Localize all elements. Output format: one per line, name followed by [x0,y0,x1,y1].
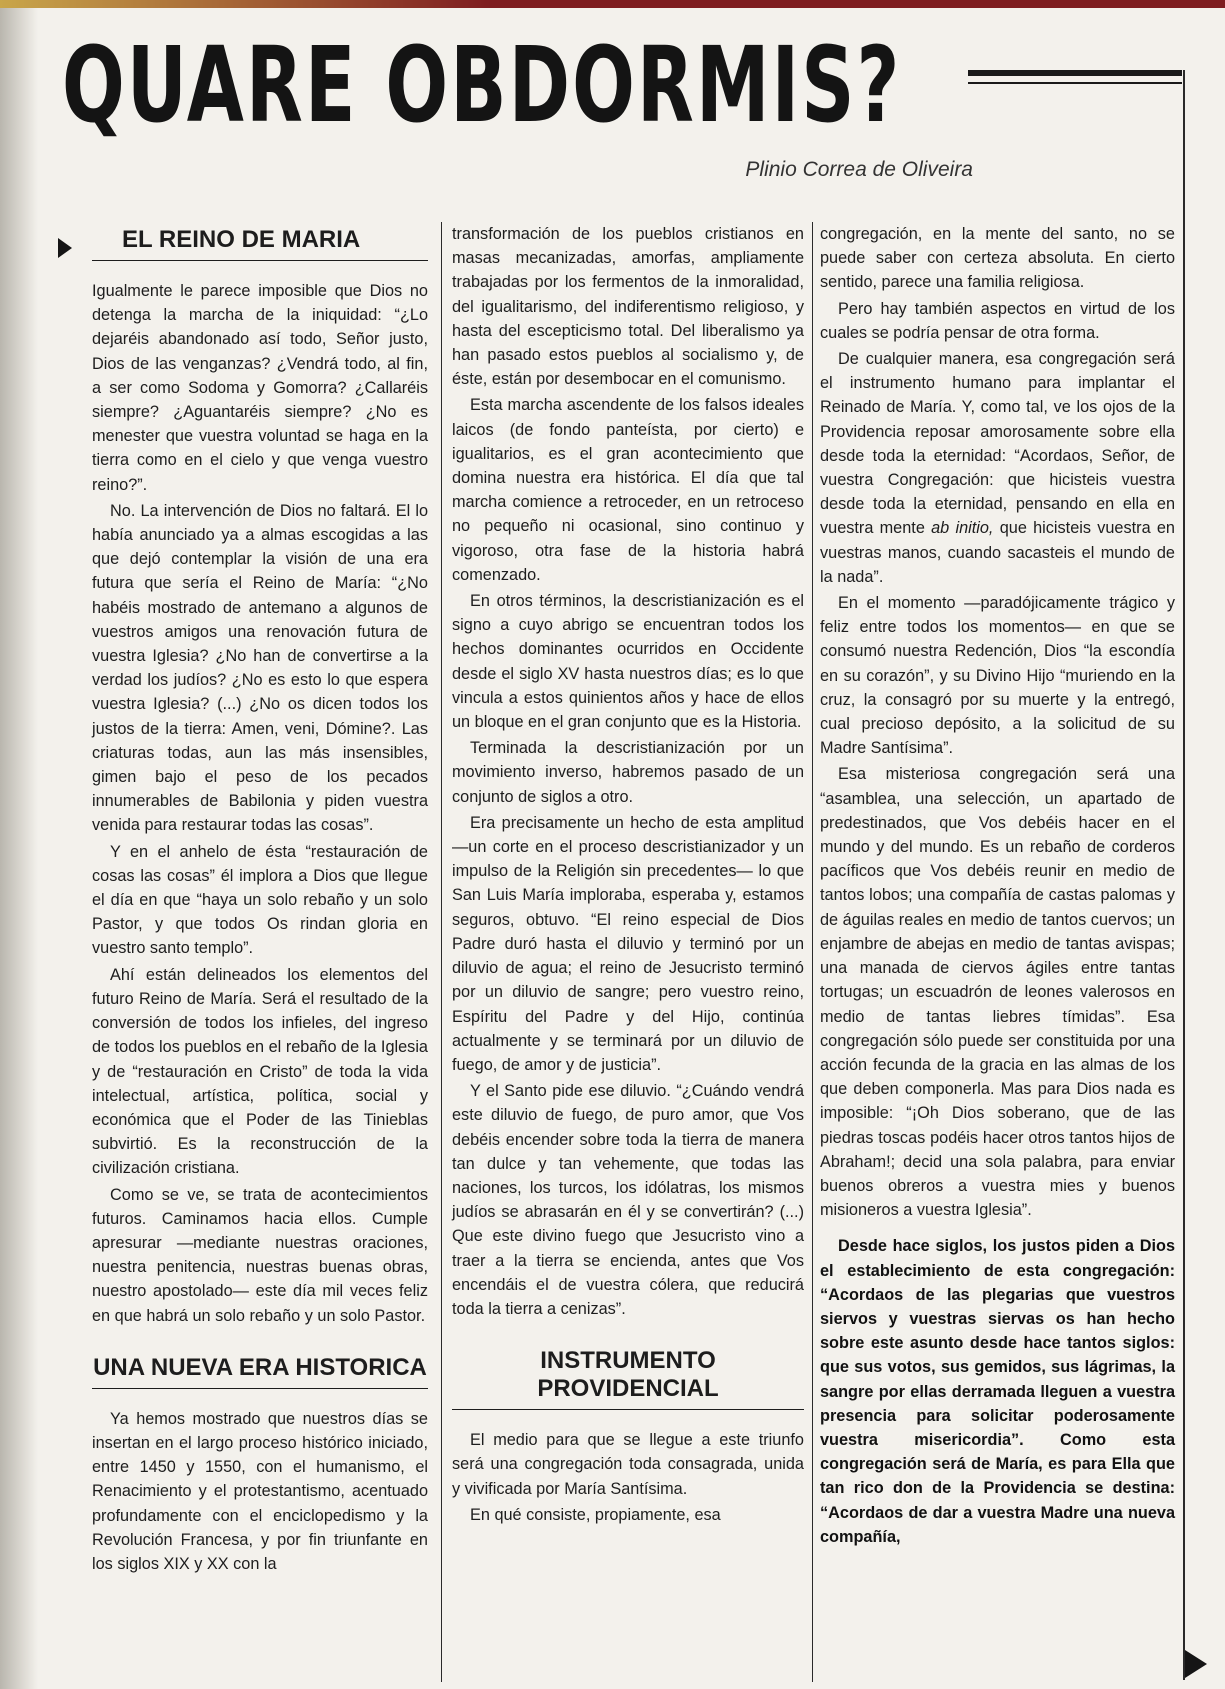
paragraph: congregación, en la mente del santo, no se puede saber con certeza absoluta. En cierto sentido, parece una familia religiosa. [820,225,1175,292]
paragraph: Igualmente le parece imposible que Dios no detenga la marcha de la iniquidad: “¿Lo dejaréis abandonado así todo, Señor justo, Dios de las venganzas? ¿Vendrá todo, al fin, a ser como Sodoma y Gomorra? ¿Callaréis siempre? ¿Aguantaréis siempre? ¿No es menester que vuestra voluntad se haga en la tierra como en el cielo y que venga vuestro reino?”. [92,282,428,494]
top-color-bar [0,0,1225,8]
paragraph: En otros términos, la descristianización es el signo a cuyo abrigo se encuentran todos los hechos dominantes ocurridos en Occidente desde el siglo XV hasta nuestros días; es lo que vincula a estos quinientos años y hace de ellos un bloque en el gran conjunto que es la Historia. [452,592,804,732]
author-byline: Plinio Correa de Oliveira [745,158,973,181]
paragraph: Esta marcha ascendente de los falsos ideales laicos (de fondo panteísta, por cierto) e igualitarios, es el gran acontecimiento que domina nuestra era histórica. El día que tal marcha comience a retroceder, en un retroceso no pequeño ni ocasional, sino continuo y vigoroso, otra fase de la historia habrá comenzado. [452,396,804,584]
column-divider [812,222,813,1682]
paragraph: Y en el anhelo de ésta “restauración de cosas las cosas” él implora a Dios que llegue el día en que “haya un solo rebaño y un solo Pastor, y que todos Os rindan gloria en vuestro santo templo”. [92,842,428,958]
paragraph-bold: Desde hace siglos, los justos piden a Dios el establecimiento de esta congregación: “Acordaos de las plegarias que vuestros siervos y vuestras siervas os han hecho sobre este asunto desde hace tantos siglos: que sus votos, sus gemidos, sus lágrimas, la sangre por ellas derramada lleguen a vuestra presencia para solicitar poderosamente vuestra misericordia”. Como esta congregación será de María, es para Ella que tan rico don de la Providencia se destina: “Acordaos de dar a vuestra Madre una nueva compañía, [820,1237,1175,1546]
right-border-line [1183,70,1185,1680]
title-rule-thin [968,82,1182,84]
section-heading-nueva-era: UNA NUEVA ERA HISTORICA [92,1354,428,1389]
title-rule [968,70,1182,76]
section-heading-reino: EL REINO DE MARIA [92,226,428,261]
page-binding-shadow [0,0,38,1689]
column-3 [820,222,1175,1681]
paragraph: Ya hemos mostrado que nuestros días se insertan en el largo proceso histórico iniciado, entre 1450 y 1550, con el humanismo, el Renacimiento y el protestantismo, acentuado profundamente con el enciclopedismo y la Revolución Francesa, y por fin triunfante en los siglos XIX y XX con la [92,1409,428,1573]
article-title: QUARE OBDORMIS? [62,24,902,146]
paragraph: No. La intervención de Dios no faltará. El lo había anunciado ya a almas escogidas a las que dejó contemplar la visión de una era futura que sería el Reino de María: “¿No habéis mostrado de antemano a algunos de vuestros amigos una renovación futura de vuestra Iglesia? ¿No han de convertirse a la verdad los judíos? ¿No es esto lo que espera vuestra Iglesia? (...) ¿No os dicen todos los justos de la tierra: Amen, veni, Dómine?. Las criaturas todas, aun las más insensibles, gimen bajo el peso de los pecados innumerables de Babilonia y piden vuestra venida para restaurar todas las cosas”. [92,501,428,835]
paragraph-text: que hicisteis vuestra en vuestras manos, cuando sacasteis el mundo de la nada”. [820,519,1175,586]
paragraph: Y el Santo pide ese diluvio. “¿Cuándo vendrá este diluvio de fuego, de puro amor, que Vos debéis encender sobre toda la tierra de manera tan dulce y tan vehemente, que todas las naciones, los turcos, los idólatras, los mismos judíos se abrasarán en él y se convertirán? (...) Que este divino fuego que Jesucristo vino a traer a la tierra se encienda, antes que Vos encendáis el de vuestra cólera, que reducirá toda la tierra a cenizas”. [452,1082,804,1318]
paragraph: Ahí están delineados los elementos del futuro Reino de María. Será el resultado de la conversión de todos los infieles, del ingreso de todos los pueblos en el rebaño de la Iglesia y de “restauración en Cristo” de toda la vida intelectual, artística, política, social y económica que el Poder de las Tinieblas subvirtió. Es la reconstrucción de la civilización cristiana. [92,965,428,1178]
column-1 [92,222,428,1681]
column-divider [441,222,442,1682]
section-arrow-icon [58,238,72,258]
paragraph: En qué consiste, propiamente, esa [470,1505,721,1524]
latin-phrase: ab initio, [931,519,994,538]
paragraph: El medio para que se llegue a este triunfo será una congregación toda consagrada, unida y vivificada por María Santísima. [452,1431,804,1498]
paragraph: Terminada la descristianización por un movimiento inverso, habremos pasado de un conjunto de siglos a otro. [452,739,804,806]
paragraph-text: De cualquier manera, esa congregación será el instrumento humano para implantar el Reinado de María. Y, como tal, ve los ojos de la Providencia reposar amorosamente sobre ella desde toda la eternidad: “Acordaos, Señor, de vuestra Congregación: que hicisteis vuestra desde toda la eternidad, pensando en ella en vuestra mente [820,350,1175,538]
paragraph: transformación de los pueblos cristianos en masas mecanizadas, amorfas, ampliamente trabajadas por los fermentos de la inmoralidad, del igualitarismo, del indiferentismo religioso, y hasta del escepticismo total. Del liberalismo ya han pasado estos pueblos al socialismo y, de éste, están por desembocar en el comunismo. [452,225,804,389]
continue-arrow-icon [1185,1650,1207,1678]
paragraph: Era precisamente un hecho de esta amplitud —un corte en el proceso descristianizador y un impulso de la Religión sin precedentes— lo que San Luis María imploraba, esperaba y, estamos seguros, obtuvo. “El reino especial de Dios Padre duró hasta el diluvio y terminó por un diluvio de agua; el reino de Jesucristo terminó por un diluvio de sangre; pero vuestro reino, Espíritu del Padre y del Hijo, continúa actualmente y se terminará por un diluvio de fuego, de amor y de justicia”. [452,813,804,1074]
column-2 [452,222,804,1681]
paragraph: Esa misteriosa congregación será una “asamblea, una selección, un apartado de predestinados, que Vos debéis hacer en el mundo y del mundo. Es un rebaño de corderos pacíficos que Vos debéis reunir en medio de tantos lobos; una compañía de castas palomas y de águilas reales en medio de tantos cuervos; un enjambre de abejas en medio de tantas avispas; una manada de ciervos ágiles entre tantas tortugas; un escuadrón de leones valerosos en medio de tantas liebres tímidas”. Esa congregación sólo puede ser constituida por una acción fecunda de la gracia en las almas de los que deben componerla. Mas para Dios nada es imposible: “¡Oh Dios soberano, que de las piedras toscas podéis hacer otros tantos hijos de Abraham!; decid una sola palabra, para enviar buenos obreros a vuestra mies y buenos misioneros a vuestra Iglesia”. [820,765,1175,1220]
section-heading-instrumento: INSTRUMENTO PROVIDENCIAL [452,1347,804,1410]
paragraph: Pero hay también aspectos en virtud de los cuales se podría pensar de otra forma. [820,299,1175,342]
paragraph: Como se ve, se trata de acontecimientos futuros. Caminamos hacia ellos. Cumple apresurar —mediante nuestras oraciones, nuestra penitencia, nuestras buenas obras, nuestro apostolado— este día mil veces feliz en que habrá un solo rebaño y un solo Pastor. [92,1185,428,1325]
paragraph: En el momento —paradójicamente trágico y feliz entre todos los momentos— en que se consumó nuestra Redención, Dios “la escondía en su corazón”, y su Divino Hijo “muriendo en la cruz, la consagró por su muerte y la entregó, cual precioso depósito, a la solicitud de su Madre Santísima”. [820,594,1175,758]
paragraph [820,347,1175,589]
